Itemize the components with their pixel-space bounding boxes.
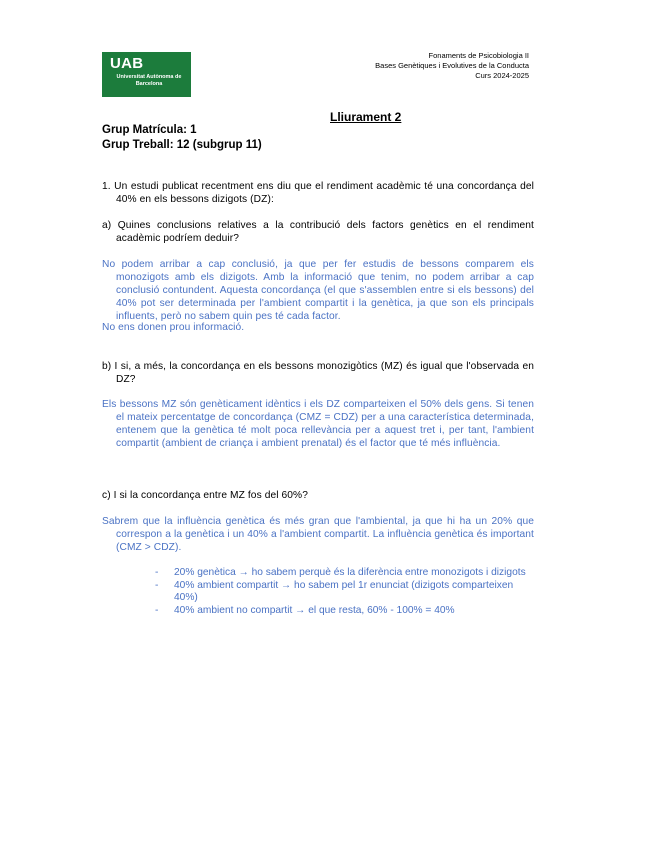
answer-a: No podem arribar a cap conclusió, ja que per fer estudis de bessons comparem els monozigots amb els dizigots. Amb la informació que tenim, no podem arribar a cap conclusió contundent. Aquesta concordança (el que s'assemblen entre si els bessons) del 40% pot ser determinada per l'ambient compartit i la genètica, ja que son els principals influents, però no sabem quin pes té cada factor. [102,259,534,322]
course-topic: Bases Genètiques i Evolutives de la Conducta [375,61,529,70]
question-b: b) I si, a més, la concordança en els bessons monozigòtics (MZ) és igual que l'observada en DZ? [102,361,534,385]
list-item-text: 40% ambient compartit → ho sabem pel 1r enunciat (dizigots comparteixen 40%) [174,579,514,603]
answer-b: Els bessons MZ són genèticament idèntics i els DZ comparteixen el 50% dels gens. Si tenen el mateix percentatge de concordança (CMZ = CDZ) per a una característica determinada, entenem que la genètica té molt poca rellevància per a aquest tret i, per tant, l'ambient compartit (ambient de criança i ambient prenatal) és el factor que té més influència. [102,399,534,449]
list-item-text: 20% genètica → ho sabem perquè és la diferència entre monozigots i dizigots [174,567,526,578]
question-1: 1. Un estudi publicat recentment ens diu que el rendiment acadèmic té una concordança del 40% en els bessons dizigots (DZ): [102,181,534,205]
answer-c-breakdown [155,567,535,617]
list-item [155,580,535,605]
bullet-marker: - [155,579,159,591]
bullet-marker: - [155,567,159,578]
page-title: Lliurament 2 [330,110,402,124]
grup-matricula: Grup Matrícula: 1 [102,124,197,136]
grup-treball: Grup Treball: 12 (subgrup 11) [102,139,262,151]
logo-subtitle: Universitat Autònoma de Barcelona [116,74,182,87]
question-c: c) I si la concordança entre MZ fos del 60%? [102,490,308,501]
question-a: a) Quines conclusions relatives a la contribució dels factors genètics en el rendiment acadèmic podríem deduir? [102,220,534,244]
answer-c: Sabrem que la influència genètica és més gran que l'ambiental, ja que hi ha un 20% que correspon a la genètica i un 40% a l'ambient compartit. La influència genètica és important (CMZ > CDZ). [102,516,534,553]
list-item [155,567,535,580]
list-item-text: 40% ambient no compartit → el que resta, 60% - 100% = 40% [174,604,455,616]
answer-a-conclusion: No ens donen prou informació. [102,322,245,333]
course-header [375,51,529,81]
logo-text: UAB [110,55,144,72]
bullet-marker: - [155,604,159,616]
course-name: Fonaments de Psicobiologia II [428,51,529,60]
uab-logo [102,52,191,97]
course-year: Curs 2024-2025 [475,71,529,80]
list-item [155,605,535,618]
